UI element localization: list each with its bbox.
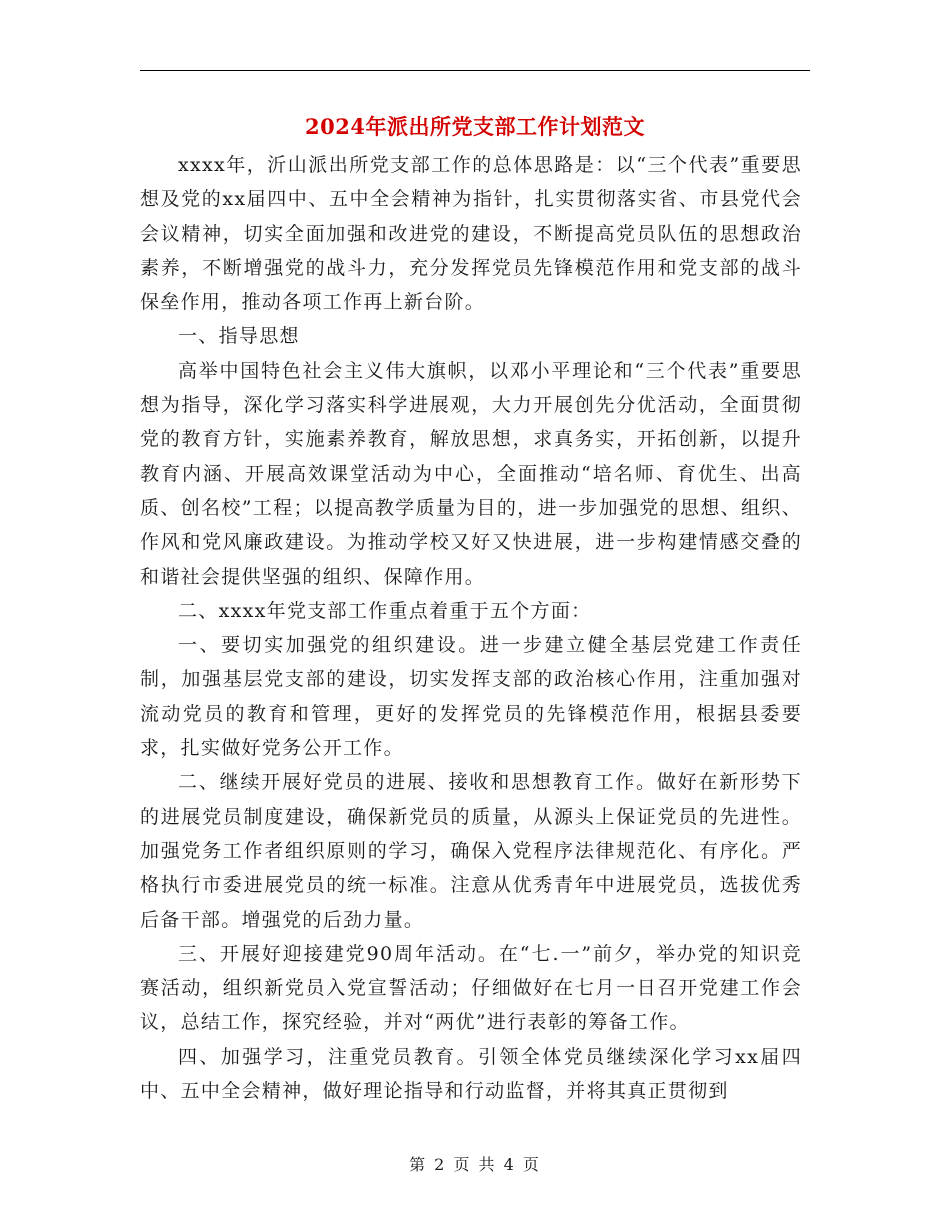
- section-heading-guiding-thought: 一、指导思想: [178, 325, 300, 348]
- intro-paragraph: xxxx年，沂山派出所党支部工作的总体思路是：以“三个代表”重要思想及党的xx届四中、五中全会精神为指针，扎实贯彻落实省、市县党代会会议精神，切实全面加强和改进党的建设，不断提高党员队伍的思想政治素养，不断增强党的战斗力，充分发挥党员先锋模范作用和党支部的战斗保垒作用，推动各项工作再上新台阶。: [140, 154, 802, 314]
- focus-item-4-paragraph: 四、加强学习，注重党员教育。引领全体党员继续深化学习xx届四中、五中全会精神，做好理论指导和行动监督，并将其真正贯彻到: [140, 1045, 802, 1103]
- focus-item-2-paragraph: 二、继续开展好党员的进展、接收和思想教育工作。做好在新形势下的进展党员制度建设，确保新党员的质量，从源头上保证党员的先进性。加强党务工作者组织原则的学习，确保入党程序法律规范化、有序化。严格执行市委进展党员的统一标准。注意从优秀青年中进展党员，选拔优秀后备干部。增强党的后劲力量。: [140, 771, 802, 931]
- focus-item-3-paragraph: 三、开展好迎接建党90周年活动。在“七.一”前夕，举办党的知识竞赛活动，组织新党员入党宣誓活动；仔细做好在七月一日召开党建工作会议，总结工作，探究经验，并对“两优”进行表彰的筹备工作。: [140, 942, 802, 1034]
- section-heading-work-focus: 二、xxxx年党支部工作重点着重于五个方面：: [178, 599, 592, 622]
- document-title: 2024年派出所党支部工作计划范文: [305, 114, 645, 139]
- header-rule: [140, 70, 810, 71]
- focus-item-1-paragraph: 一、要切实加强党的组织建设。进一步建立健全基层党建工作责任制，加强基层党支部的建设，切实发挥支部的政治核心作用，注重加强对流动党员的教育和管理，更好的发挥党员的先锋模范作用，根据县委要求，扎实做好党务公开工作。: [140, 634, 802, 760]
- document-body: [140, 148, 802, 1108]
- guiding-thought-paragraph: 高举中国特色社会主义伟大旗帜，以邓小平理论和“三个代表”重要思想为指导，深化学习落实科学进展观，大力开展创先分优活动，全面贯彻党的教育方针，实施素养教育，解放思想，求真务实，开拓创新，以提升教育内涵、开展高效课堂活动为中心，全面推动“培名师、育优生、出高质、创名校”工程；以提高教学质量为目的，进一步加强党的思想、组织、作风和党风廉政建设。为推动学校又好又快进展，进一步构建情感交叠的和谐社会提供坚强的组织、保障作用。: [140, 359, 802, 588]
- page-number-footer: 第 2 页 共 4 页: [409, 1155, 541, 1174]
